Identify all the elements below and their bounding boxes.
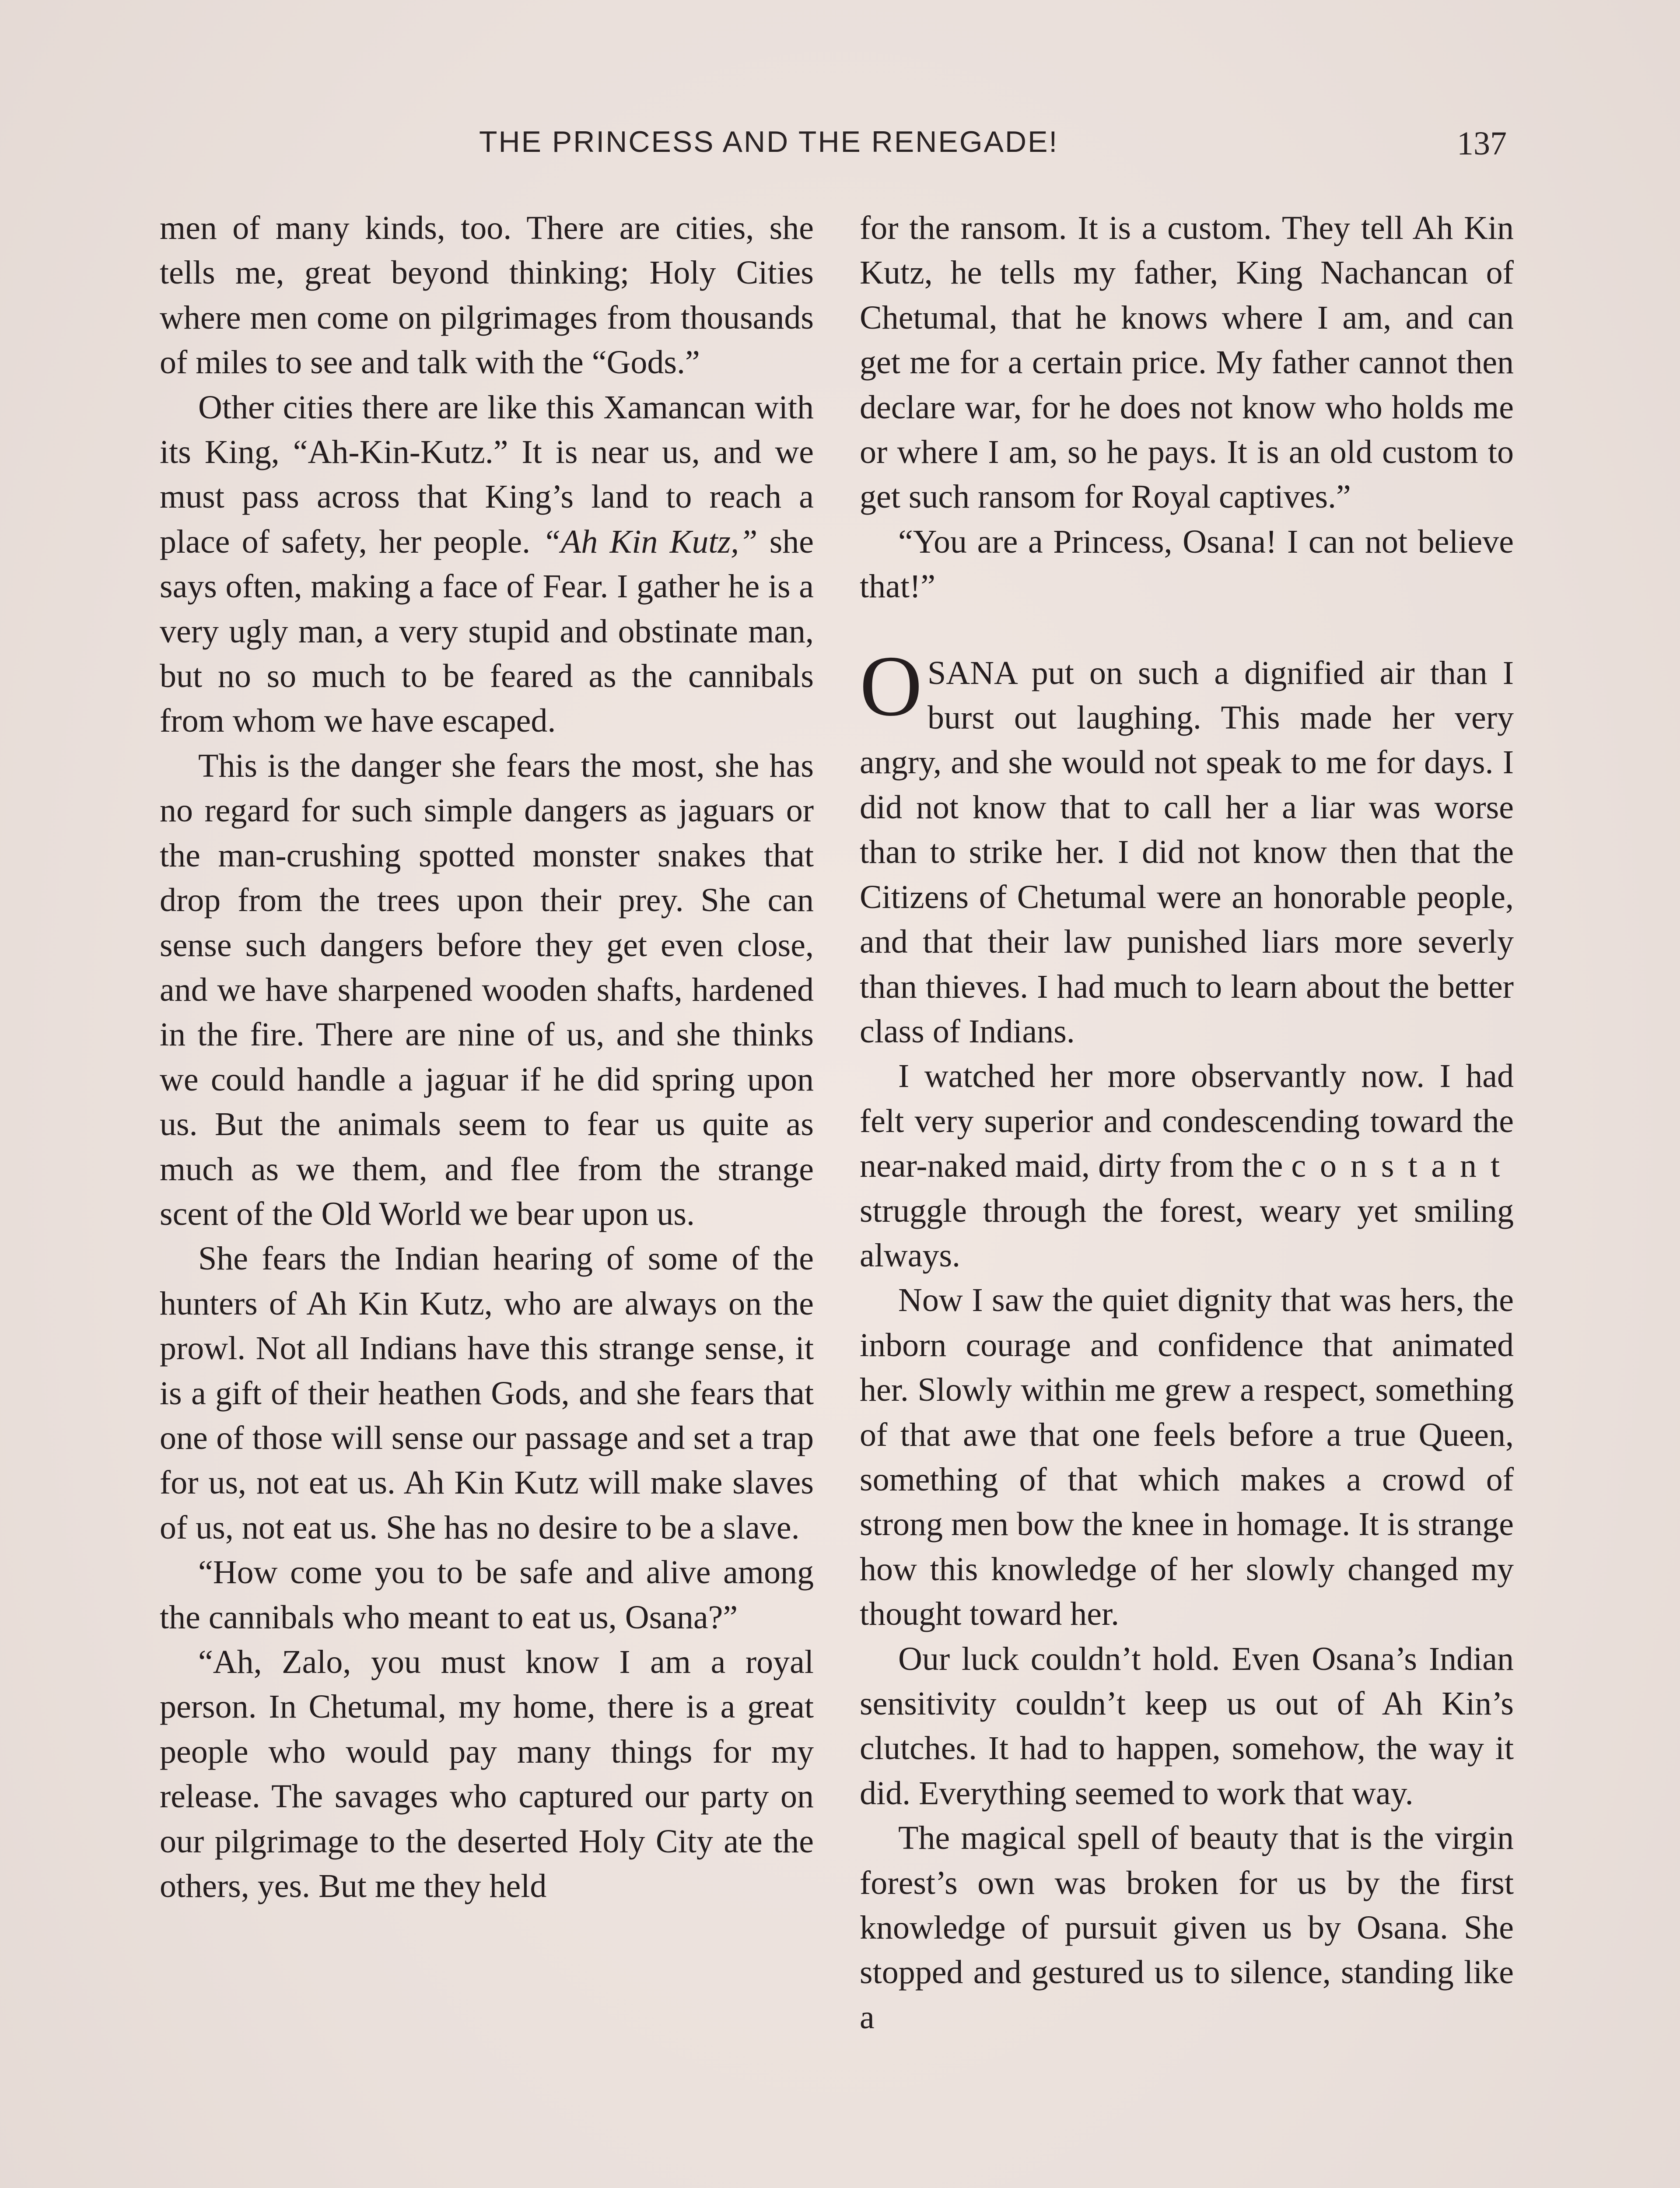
drop-cap: O bbox=[860, 638, 922, 734]
paragraph: Other cities there are like this Xamancan with its King, “Ah-Kin-Kutz.” It is near us, and we must pass across that King’s land to reach a place of safety, her people. “Ah Kin Kutz,” she says often, making a face of Fear. I gather he is a very ugly man, a very stupid and obstinate man, but no so much to be feared as the cannibals from whom we have escaped. bbox=[160, 389, 814, 740]
paragraph: Our luck couldn’t hold. Even Osana’s Indian sensitivity couldn’t keep us out of Ah Kin’s clutches. It had to happen, somehow, the way it did. Everything seemed to work that way. bbox=[860, 1640, 1514, 1812]
paragraph: The magical spell of beauty that is the virgin forest’s own was broken for us by the first knowledge of pursuit given us by Osana. She stopped and gestured us to silence, standing like a bbox=[860, 1820, 1514, 2036]
paragraph: She fears the Indian hearing of some of the hunters of Ah Kin Kutz, who are always on the prowl. Not all Indians have this strange sense, it is a gift of their heathen Gods, and she fears that one of those will sense our passage and set a trap for us, not eat us. Ah Kin Kutz will make slaves of us, not eat us. She has no desire to be a slave. bbox=[160, 1240, 814, 1546]
page-number: 137 bbox=[1457, 125, 1507, 162]
paragraph: Now I saw the quiet dignity that was hers, the inborn courage and confidence that animated her. Slowly within me grew a respect, something of that awe that one feels before a true Queen, something of that which makes a crowd of strong men bow the knee in homage. It is strange how this knowledge of her slowly changed my thought toward her. bbox=[860, 1282, 1514, 1633]
right-column bbox=[860, 206, 1514, 2040]
paragraph: This is the danger she fears the most, she has no regard for such simple dangers as jaguars or the man-crushing spotted monster snakes that drop from the trees upon their prey. She can sense such dangers before they get even close, and we have sharpened wooden shafts, hardened in the fire. There are nine of us, and she thinks we could handle a jaguar if he did spring upon us. But the animals seem to fear us quite as much as we them, and flee from the strange scent of the Old World we bear upon us. bbox=[160, 747, 814, 1232]
paragraph: I watched her more observantly now. I had felt very superior and condescending toward the near-naked maid, dirty from the constant struggle through the forest, weary yet smiling always. bbox=[860, 1058, 1514, 1274]
running-title: THE PRINCESS AND THE RENEGADE! bbox=[479, 125, 1059, 158]
left-column bbox=[160, 206, 814, 1908]
paragraph: “How come you to be safe and alive among the cannibals who meant to eat us, Osana?” bbox=[160, 1554, 814, 1636]
paragraph: “You are a Princess, Osana! I can not believe that!” bbox=[860, 523, 1514, 605]
paragraph: men of many kinds, too. There are cities, she tells me, great beyond thinking; Holy Cities where men come on pilgrimages from thousands of miles to see and talk with the “Gods.” bbox=[160, 210, 814, 381]
paragraph: for the ransom. It is a custom. They tell Ah Kin Kutz, he tells my father, King Nachancan of Chetumal, that he knows where I am, and can get me for a certain price. My father cannot then declare war, for he does not know who holds me or where I am, so he pays. It is an old custom to get such ransom for Royal captives.” bbox=[860, 210, 1514, 515]
paragraph: “Ah, Zalo, you must know I am a royal person. In Chetumal, my home, there is a great people who would pay many things for my release. The savages who captured our party on our pilgrimage to the deserted Holy City ate the others, yes. But me they held bbox=[160, 1644, 814, 1905]
italic-name: “Ah Kin Kutz,” bbox=[542, 523, 758, 560]
running-head bbox=[0, 125, 1680, 173]
letterspaced-word: constant bbox=[1291, 1147, 1514, 1185]
small-caps-lead: SANA bbox=[928, 654, 1016, 691]
section-opening-paragraph: OSANA put on such a dignified air than I burst out laughing. This made her very angry, and she would not speak to me for days. I did not know that to call her a liar was worse than to strike her. I did not know then that the Citizens of Chetumal were an honorable people, and that their law punished liars more severly than thieves. I had much to learn about the better class of Indians. bbox=[860, 638, 1514, 1050]
